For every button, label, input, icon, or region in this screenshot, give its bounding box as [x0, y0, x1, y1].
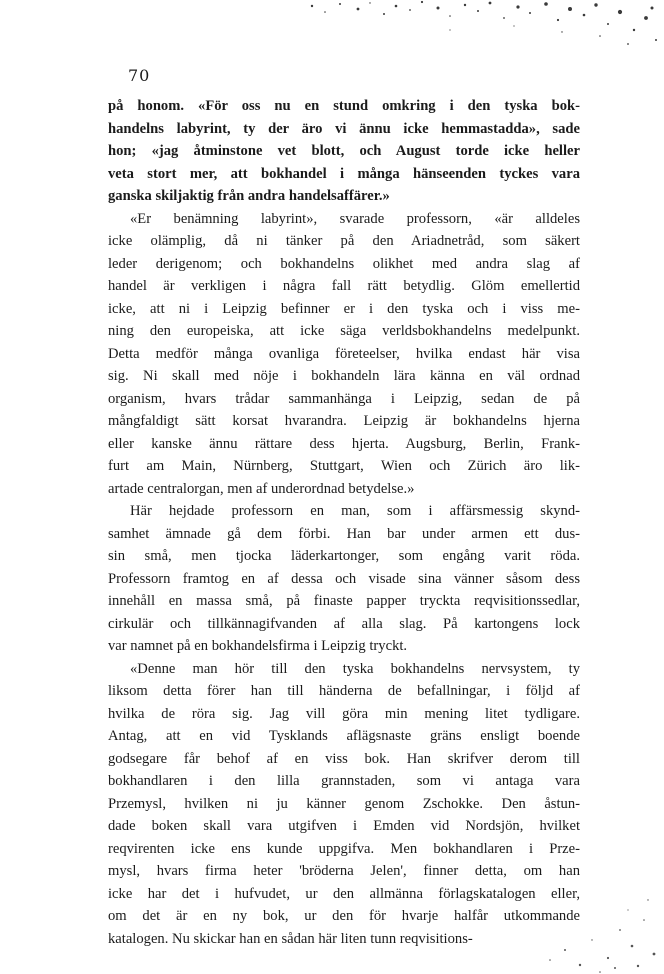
text-line: Przemysl, hvilken ni ju känner genom Zschokke. Den åstun- — [108, 795, 580, 812]
text-line: katalogen. Nu skickar han en sådan här liten tunn reqvisitions- — [108, 930, 473, 947]
text-line: icke, att ni i Leipzig befinner er i den tyska och i viss me- — [108, 300, 580, 317]
text-line: ganska skiljaktig från andra handelsaffärer.» — [108, 188, 390, 204]
text-line: var namnet på en bokhandelsfirma i Leipzig tryckt. — [108, 638, 408, 654]
text-line: dade boken skall vara utgifven i Emden vid Nordsjön, hvilket — [108, 818, 580, 834]
text-line: icke olämplig, då ni tänker på den Ariadnetråd, som säkert — [108, 233, 580, 249]
text-line: ning den europeiska, att icke säga verldsbokhandelns medelpunkt. — [108, 323, 580, 339]
text-line: innehåll en massa små, på finaste papper tryckta reqvisitionssedlar, — [108, 593, 580, 609]
text-line: hon; «jag åtminstone vet blott, och August torde icke heller — [108, 143, 580, 159]
text-line: «Denne man hör till den tyska bokhandelns nervsystem, ty — [130, 660, 580, 677]
text-line: Professorn framtog en af dessa och visade sina vänner såsom dess — [108, 570, 580, 587]
text-line: Detta medför många ovanliga företeelser, hvilka endast här visa — [108, 345, 580, 362]
text-line: eller kanske ännu rättare dess hjerta. Augsburg, Berlin, Frank- — [108, 435, 580, 452]
text-line: liksom detta förer han till händerna de befallningar, i följd af — [108, 683, 580, 699]
print-speckle-bottom — [520, 880, 664, 974]
text-line: «Er benämning labyrint», svarade professorn, «är alldeles — [130, 210, 580, 227]
text-line: godsegare får behof af en viss bok. Han skrifver derom till — [108, 750, 580, 767]
text-line: veta stort mer, att bokhandel i många hänseenden tyckes vara — [108, 165, 580, 182]
text-line: på honom. «För oss nu en stund omkring i den tyska bok- — [108, 98, 580, 114]
text-line: organism, hvars trådar sammanhänga i Leipzig, sedan de på — [108, 390, 580, 407]
page-number: 70 — [128, 66, 151, 85]
text-line: samhet ämnade gå dem förbi. Han bar under armen ett dus- — [108, 525, 580, 542]
text-line: Här hejdade professorn en man, som i affärsmessig skynd- — [130, 503, 580, 519]
print-speckle-top — [300, 0, 664, 55]
paragraph — [108, 208, 580, 501]
text-line: handelns labyrint, ty der äro vi ännu icke hemmastadda», sade — [108, 120, 580, 137]
text-line: leder derigenom; och bokhandelns olikhet med andra slag af — [108, 255, 580, 272]
paragraph — [108, 500, 580, 658]
text-line: Antag, att en vid Tysklands aflägsnaste gräns ensligt boende — [108, 728, 580, 744]
text-line: om det är en ny bok, ur den för hvarje halfår utkommande — [108, 908, 580, 924]
text-line: furt am Main, Nürnberg, Stuttgart, Wien och Zürich äro lik- — [108, 458, 580, 474]
page-body-text — [108, 95, 580, 950]
text-line: bokhandlaren i den lilla grannstaden, som vi antaga vara — [108, 773, 580, 789]
text-line: mysl, hvars firma heter 'bröderna Jelen', finner detta, om han — [108, 863, 580, 879]
text-line: artade centralorgan, men af underordnad betydelse.» — [108, 480, 415, 497]
paragraph — [108, 658, 580, 951]
text-line: handel är verkligen i några fall rätt betydlig. Glöm emellertid — [108, 278, 580, 294]
text-line: reqvirenten icke ens kunde uppgifva. Men bokhandlaren i Prze- — [108, 840, 580, 857]
text-line: mångfaldigt sätt korsat hvarandra. Leipzig är bokhandelns hjerna — [108, 413, 580, 429]
text-line: sin små, men tjocka läderkartonger, som engång varit röda. — [108, 548, 580, 564]
text-line: hvilka de röra sig. Jag vill göra min mening litet tydligare. — [108, 705, 580, 722]
paragraph — [108, 95, 580, 208]
text-line: icke har det i hufvudet, ur den allmänna förlagskatalogen eller, — [108, 885, 580, 902]
text-line: cirkulär och tillkännagifvanden af alla slag. På kartongens lock — [108, 615, 580, 632]
text-line: sig. Ni skall med nöje i bokhandeln lära känna en väl ordnad — [108, 368, 580, 384]
